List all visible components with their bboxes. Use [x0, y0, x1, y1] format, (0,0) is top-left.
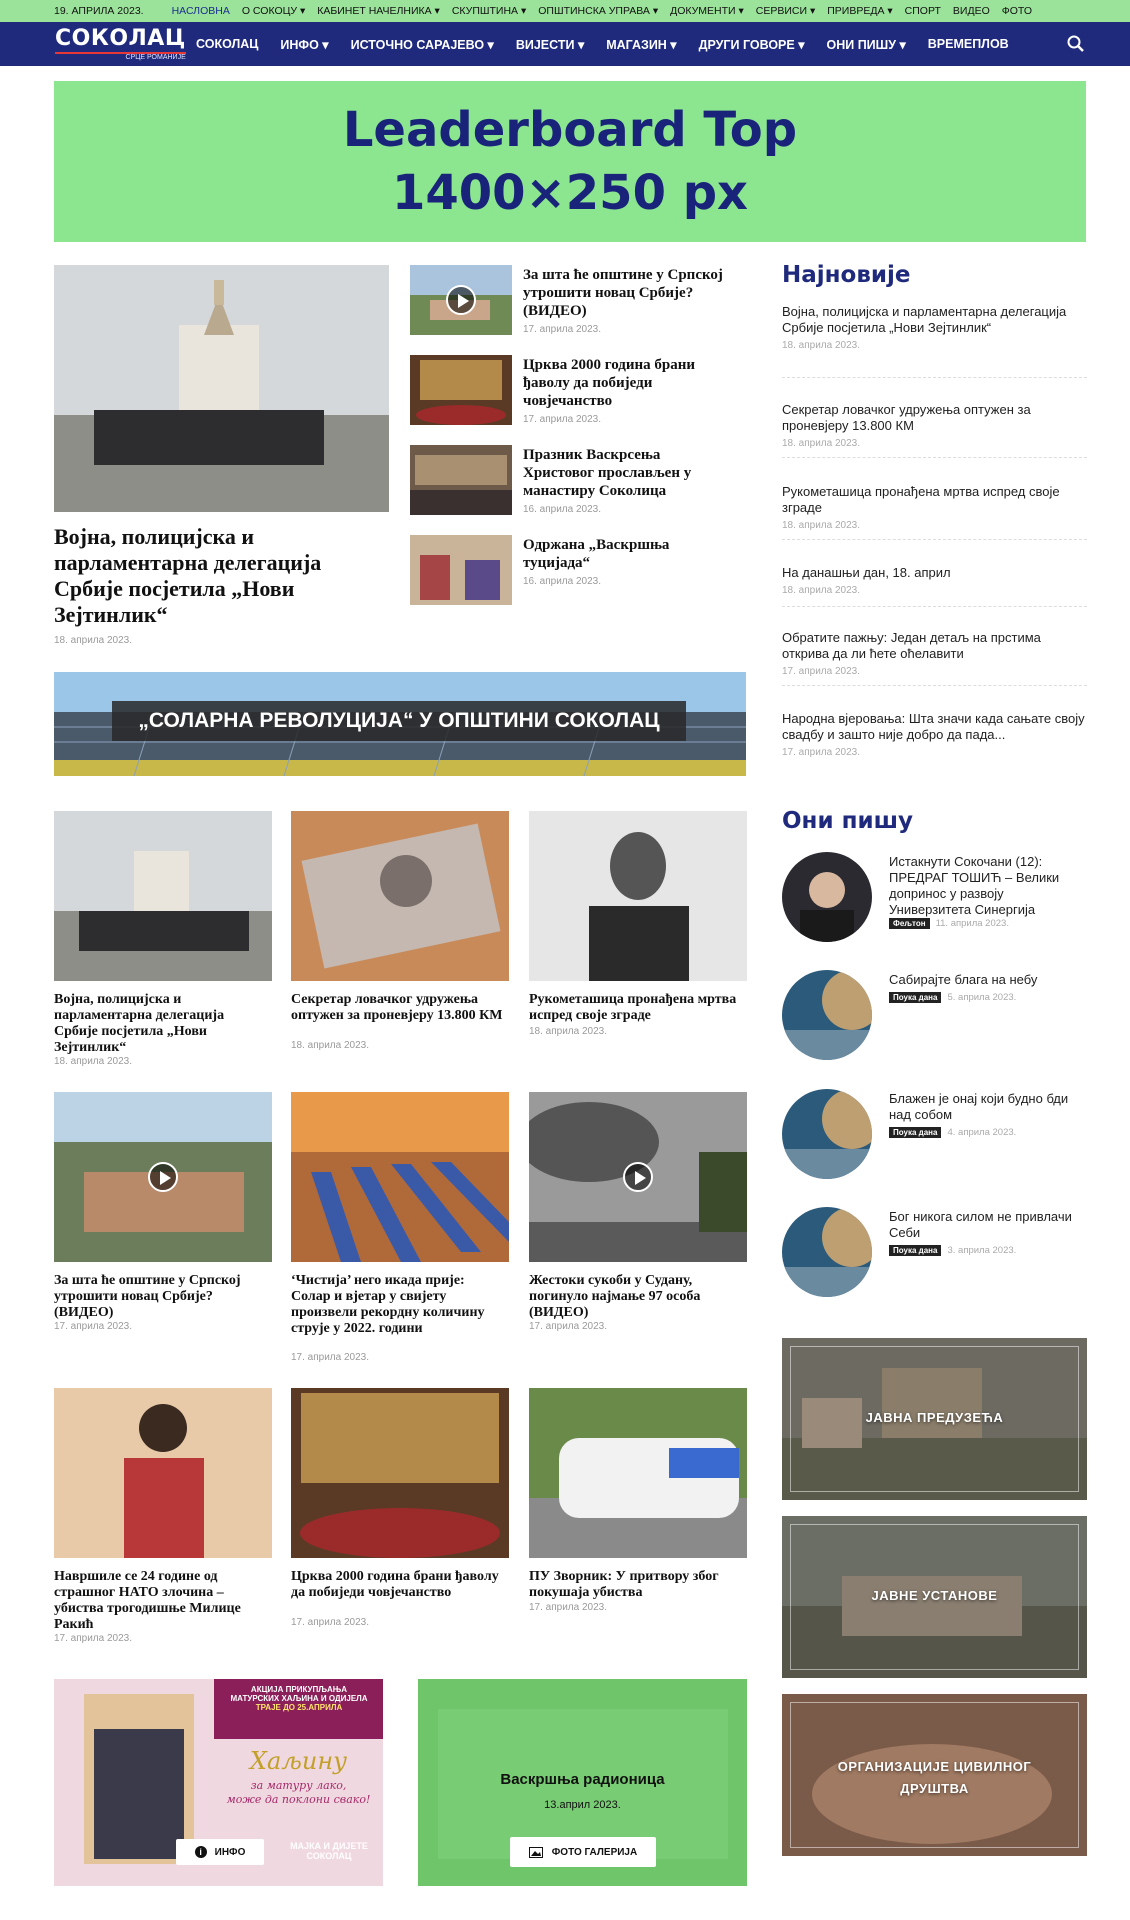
- grid-image[interactable]: [529, 811, 747, 981]
- oni-pisu-item[interactable]: [782, 970, 1087, 1065]
- oni-pisu-title[interactable]: Истакнути Сокочани (12): ПРЕДРАГ ТОШИЋ – Велики допринос у развоју Универзитета Синергија: [889, 854, 1060, 917]
- promo-ad-org-sub: СОКОЛАЦ: [306, 1851, 352, 1861]
- grid-date: 17. априла 2023.: [291, 1617, 370, 1628]
- grid-title[interactable]: Рукометашица пронађена мртва испред своје зграде: [529, 992, 737, 1023]
- grid-date: 17. априла 2023.: [54, 1633, 133, 1644]
- featured-thumb[interactable]: [410, 445, 512, 515]
- oni-pisu-date: 4. априла 2023.: [947, 1127, 1017, 1138]
- grid-date: 17. априла 2023.: [529, 1602, 608, 1613]
- grid-title[interactable]: ‘Чистија’ него икада прије: Солар и вјетар у свијету произвели рекордну количину струје у 2022. години: [291, 1273, 485, 1336]
- oni-pisu-item[interactable]: [782, 1207, 1087, 1302]
- grid-title[interactable]: Војна, полицијска и парламентарна делегација Србије посјетила „Нови Зејтинлик“: [54, 992, 225, 1055]
- logo-text: СОКОЛАЦ: [55, 26, 186, 54]
- promo-ad-org: МАЈКА И ДИЈЕТЕ: [290, 1841, 368, 1851]
- search-icon[interactable]: [1066, 34, 1086, 54]
- nav-item-magazin[interactable]: МАГАЗИН ▾: [606, 37, 677, 52]
- grid-image[interactable]: [291, 1092, 509, 1262]
- info-icon: i: [195, 1846, 207, 1858]
- oni-pisu-item[interactable]: [782, 852, 1087, 947]
- play-icon: [446, 285, 476, 315]
- topbar-item-privreda[interactable]: ПРИВРЕДА ▾: [827, 5, 893, 17]
- nav-item-vijesti[interactable]: ВИЈЕСТИ ▾: [515, 37, 585, 52]
- side-box-label: ЈАВНЕ УСТАНОВЕ: [871, 1588, 998, 1603]
- latest-date: 18. априла 2023.: [782, 520, 861, 531]
- latest-date: 18. априла 2023.: [782, 438, 861, 449]
- latest-title[interactable]: На данашњи дан, 18. април: [782, 565, 951, 580]
- author-avatar[interactable]: [782, 1089, 872, 1179]
- featured-thumb[interactable]: [410, 265, 512, 335]
- grid-title[interactable]: За шта ће општине у Српској утрошити новац Србије? (ВИДЕО): [54, 1273, 241, 1320]
- oni-pisu-title[interactable]: Сабирајте блага на небу: [889, 972, 1038, 987]
- latest-item[interactable]: [782, 711, 1087, 767]
- oni-pisu-heading: Они пишу: [782, 808, 913, 834]
- category-badge[interactable]: Поука дана: [889, 1127, 941, 1138]
- featured-thumb[interactable]: [410, 535, 512, 605]
- current-date: 19. АПРИЛА 2023.: [54, 5, 144, 17]
- oni-pisu-item[interactable]: [782, 1089, 1087, 1184]
- category-badge[interactable]: Фељтон: [889, 918, 930, 929]
- grid-date: 18. априла 2023.: [529, 1026, 608, 1037]
- topbar-item-servisi[interactable]: СЕРВИСИ ▾: [755, 5, 816, 17]
- author-avatar[interactable]: [782, 970, 872, 1060]
- promo-ad-sub1: за матуру лако,: [250, 1779, 347, 1792]
- grid-title[interactable]: Црква 2000 година брани ђаволу да побиједи човјечанство: [291, 1569, 499, 1600]
- oni-pisu-date: 3. априла 2023.: [947, 1245, 1017, 1256]
- latest-item[interactable]: [782, 304, 1087, 378]
- latest-date: 17. априла 2023.: [782, 747, 861, 758]
- info-button[interactable]: [176, 1839, 264, 1865]
- side-box-label: ОРГАНИЗАЦИЈЕ ЦИВИЛНОГ ДРУШТВА: [837, 1759, 1032, 1796]
- grid-image[interactable]: [291, 811, 509, 981]
- author-avatar[interactable]: [782, 852, 872, 942]
- grid-title[interactable]: Жестоки сукоби у Судану, погинуло најмање 97 особа (ВИДЕО): [529, 1273, 701, 1320]
- leaderboard-line1: Leaderboard Top: [342, 101, 798, 158]
- grid-image[interactable]: [54, 1092, 272, 1262]
- featured-title[interactable]: За шта ће општине у Српској утрошити новац Србије? (ВИДЕО): [523, 267, 723, 319]
- topbar-item-naslovna[interactable]: НАСЛОВНА: [171, 5, 230, 17]
- topbar-item-skupstina[interactable]: СКУПШТИНА ▾: [451, 5, 527, 17]
- gallery-title: Васкршња радионица: [500, 1771, 665, 1788]
- featured-title[interactable]: Празник Васкрсења Христовог прослављен у манастиру Соколица: [523, 447, 692, 499]
- leaderboard-line2: 1400×250 px: [391, 164, 749, 221]
- oni-pisu-title[interactable]: Бог никога силом не привлачи Себи: [889, 1209, 1072, 1240]
- grid-date: 17. априла 2023.: [54, 1321, 133, 1332]
- grid-date: 17. априла 2023.: [291, 1352, 370, 1363]
- category-badge[interactable]: Поука дана: [889, 992, 941, 1003]
- topbar-item-o-sokocu[interactable]: О СОКОЦУ ▾: [241, 5, 306, 17]
- promo-ad-top2: МАТУРСКИХ ХАЉИНА И ОДИЈЕЛА: [230, 1694, 368, 1703]
- grid-image[interactable]: [529, 1092, 747, 1262]
- category-badge[interactable]: Поука дана: [889, 1245, 941, 1256]
- nav-item-drugi-govore[interactable]: ДРУГИ ГОВОРЕ ▾: [698, 37, 805, 52]
- featured-date: 17. априла 2023.: [523, 324, 602, 335]
- latest-date: 18. априла 2023.: [782, 585, 861, 596]
- topbar-item-video[interactable]: ВИДЕО: [952, 5, 990, 17]
- info-button-label: ИНФО: [214, 1846, 246, 1858]
- grid-date: 17. априла 2023.: [529, 1321, 608, 1332]
- oni-pisu-title[interactable]: Блажен је онај који будно бди над собом: [889, 1091, 1069, 1122]
- top-bar: [0, 0, 1130, 22]
- latest-item[interactable]: [782, 402, 1087, 458]
- hero-title[interactable]: Војна, полицијска и парламентарна делегација Србије посјетила „Нови Зејтинлик“: [54, 524, 322, 627]
- play-icon: [623, 1162, 653, 1192]
- promo-ad-top3: ТРАЈЕ ДО 25.АПРИЛА: [255, 1703, 343, 1712]
- featured-thumb[interactable]: [410, 355, 512, 425]
- featured-date: 17. априла 2023.: [523, 414, 602, 425]
- topbar-item-sport[interactable]: СПОРТ: [904, 5, 941, 17]
- oni-pisu-date: 11. априла 2023.: [935, 918, 1009, 929]
- nav-item-vremeplov[interactable]: ВРЕМЕПЛОВ: [927, 37, 1009, 51]
- gallery-card[interactable]: [418, 1679, 747, 1886]
- topbar-item-uprava[interactable]: ОПШТИНСКА УПРАВА ▾: [538, 5, 659, 17]
- latest-date: 17. априла 2023.: [782, 666, 861, 677]
- latest-title[interactable]: Војна, полицијска и парламентарна делегација Србије посјетила „Нови Зејтинлик“: [782, 304, 1067, 335]
- latest-title[interactable]: Народна вјеровања: Шта значи када сањате своју свадбу и зашто није добро да пада...: [782, 711, 1085, 742]
- grid-image[interactable]: [291, 1388, 509, 1558]
- hero-image[interactable]: [54, 265, 389, 512]
- play-icon: [148, 1162, 178, 1192]
- nav-item-istocno-sarajevo[interactable]: ИСТОЧНО САРАЈЕВО ▾: [350, 37, 494, 52]
- featured-date: 16. априла 2023.: [523, 504, 602, 515]
- main-nav: [0, 22, 1130, 66]
- promo-ad[interactable]: [54, 1679, 383, 1886]
- side-box-javna-preduzeca[interactable]: [782, 1338, 1087, 1500]
- topbar-item-kabinet[interactable]: КАБИНЕТ НАЧЕЛНИКА ▾: [317, 5, 440, 17]
- featured-title[interactable]: Одржана „Васкршња туцијада“: [523, 537, 670, 571]
- image-icon: [529, 1847, 543, 1858]
- grid-image[interactable]: [529, 1388, 747, 1558]
- promo-ad-sub2: може да поклони свако!: [226, 1793, 371, 1806]
- latest-title[interactable]: Секретар ловачког удружења оптужен за проневјеру 13.800 КМ: [782, 402, 1031, 433]
- author-avatar[interactable]: [782, 1207, 872, 1297]
- latest-title[interactable]: Обратите пажњу: Један детаљ на прстима открива да ли ћете оћелавити: [782, 630, 1041, 661]
- solar-banner-label[interactable]: „СОЛАРНА РЕВОЛУЦИЈА“ У ОПШТИНИ СОКОЛАЦ: [112, 701, 686, 741]
- grid-date: 18. априла 2023.: [54, 1056, 133, 1067]
- grid-title[interactable]: ПУ Зворник: У притвору због покушаја убиства: [529, 1569, 719, 1600]
- topbar-item-foto[interactable]: ФОТО: [1001, 5, 1033, 17]
- nav-item-oni-pisu[interactable]: ОНИ ПИШУ ▾: [826, 37, 906, 52]
- logo-subtitle: СРЦЕ РОМАНИЈЕ: [125, 54, 186, 61]
- oni-pisu-date: 5. априла 2023.: [947, 992, 1017, 1003]
- latest-date: 18. априла 2023.: [782, 340, 861, 351]
- grid-image[interactable]: [54, 811, 272, 981]
- grid-date: 18. априла 2023.: [291, 1040, 370, 1051]
- topbar-item-dokumenti[interactable]: ДОКУМЕНТИ ▾: [670, 5, 744, 17]
- latest-item[interactable]: [782, 484, 1087, 540]
- photo-gallery-button[interactable]: [510, 1837, 656, 1867]
- latest-title[interactable]: Рукометашица пронађена мртва испред своје зграде: [782, 484, 1060, 515]
- side-box-label: ЈАВНА ПРЕДУЗЕЋА: [865, 1410, 1004, 1425]
- site-logo[interactable]: [55, 26, 186, 61]
- gallery-date: 13.април 2023.: [544, 1799, 621, 1811]
- promo-ad-top1: АКЦИЈА ПРИКУПЉАЊА: [250, 1685, 348, 1694]
- latest-item[interactable]: [782, 565, 1087, 607]
- side-box-javne-ustanove[interactable]: [782, 1516, 1087, 1678]
- side-box-organizacije[interactable]: [782, 1694, 1087, 1856]
- photo-gallery-label: ФОТО ГАЛЕРИЈА: [551, 1846, 638, 1858]
- hero-date: 18. априла 2023.: [54, 635, 133, 646]
- nav-item-sokolac[interactable]: СОКОЛАЦ: [196, 37, 259, 51]
- grid-title[interactable]: Навршиле се 24 године од страшног НАТО злочина – убиства трогодишње Милице Ракић: [54, 1569, 241, 1632]
- latest-item[interactable]: [782, 630, 1087, 686]
- latest-heading: Најновије: [782, 262, 911, 288]
- nav-item-info[interactable]: ИНФО ▾: [280, 37, 329, 52]
- grid-image[interactable]: [54, 1388, 272, 1558]
- grid-title[interactable]: Секретар ловачког удружења оптужен за проневјеру 13.800 КМ: [291, 992, 503, 1023]
- featured-date: 16. априла 2023.: [523, 576, 602, 587]
- promo-ad-title: Хаљину: [249, 1747, 348, 1775]
- featured-title[interactable]: Црква 2000 година брани ђаволу да побиједи човјечанство: [523, 357, 696, 409]
- leaderboard-ad[interactable]: [54, 81, 1086, 242]
